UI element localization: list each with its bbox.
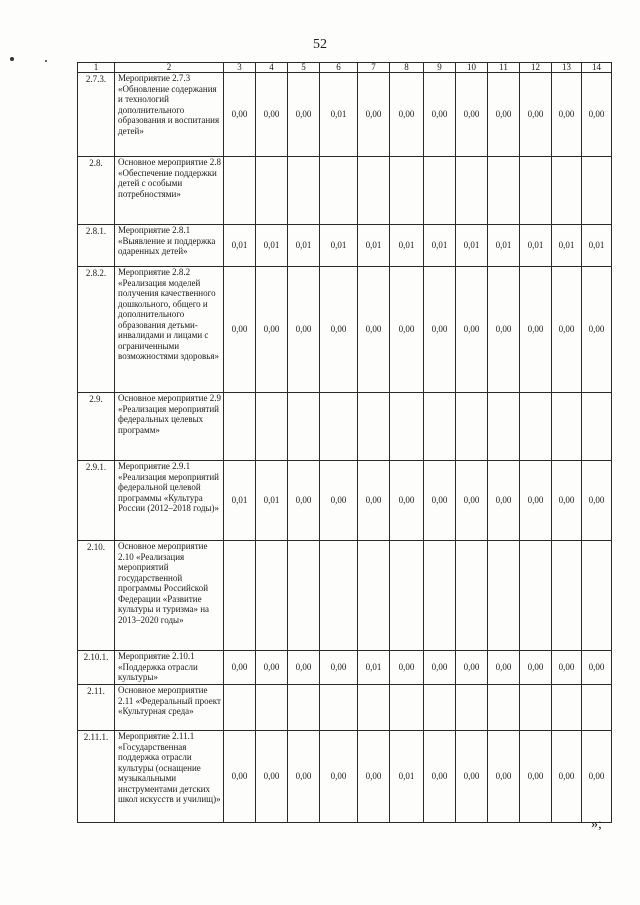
value-cell xyxy=(288,393,320,461)
value-cell xyxy=(552,685,582,731)
value-cell xyxy=(520,157,552,225)
header-cell: 2 xyxy=(115,63,224,73)
value-cell xyxy=(582,157,612,225)
row-number-cell: 2.10. xyxy=(78,541,115,651)
value-cell xyxy=(256,157,288,225)
row-number-cell: 2.8.1. xyxy=(78,225,115,267)
value-cell: 0,00 xyxy=(424,73,456,157)
value-cell: 0,01 xyxy=(358,225,390,267)
value-cell: 0,00 xyxy=(320,651,358,685)
row-number-cell: 2.9. xyxy=(78,393,115,461)
row-name-cell: Основное мероприятие 2.8 «Обеспечение поддержки детей с особыми потребностями» xyxy=(115,157,224,225)
value-cell xyxy=(224,393,256,461)
closing-mark: »; xyxy=(591,817,602,832)
table-row xyxy=(78,541,612,651)
value-cell: 0,00 xyxy=(256,267,288,393)
value-cell: 0,00 xyxy=(552,651,582,685)
value-cell xyxy=(224,157,256,225)
value-cell xyxy=(582,541,612,651)
header-cell: 5 xyxy=(288,63,320,73)
row-name-cell: Основное мероприятие 2.9 «Реализация мероприятий федеральных целевых программ» xyxy=(115,393,224,461)
value-cell: 0,00 xyxy=(424,461,456,541)
header-cell: 12 xyxy=(520,63,552,73)
value-cell: 0,00 xyxy=(552,461,582,541)
value-cell xyxy=(488,157,520,225)
row-number-cell: 2.11. xyxy=(78,685,115,731)
value-cell: 0,00 xyxy=(488,731,520,823)
header-cell: 1 xyxy=(78,63,115,73)
header-cell: 8 xyxy=(390,63,424,73)
row-name-cell: Мероприятие 2.10.1 «Поддержка отрасли культуры» xyxy=(115,651,224,685)
value-cell xyxy=(456,157,488,225)
value-cell: 0,01 xyxy=(488,225,520,267)
value-cell: 0,00 xyxy=(320,267,358,393)
table-row xyxy=(78,685,612,731)
value-cell: 0,00 xyxy=(552,267,582,393)
table-row xyxy=(78,731,612,823)
value-cell: 0,00 xyxy=(224,267,256,393)
header-cell: 3 xyxy=(224,63,256,73)
value-cell: 0,00 xyxy=(288,73,320,157)
header-cell: 7 xyxy=(358,63,390,73)
row-name-cell: Основное мероприятие 2.11 «Федеральный проект «Культурная среда» xyxy=(115,685,224,731)
value-cell xyxy=(288,157,320,225)
value-cell xyxy=(358,157,390,225)
value-cell: 0,00 xyxy=(520,731,552,823)
value-cell: 0,00 xyxy=(488,267,520,393)
row-number-cell: 2.11.1. xyxy=(78,731,115,823)
value-cell xyxy=(424,685,456,731)
value-cell: 0,01 xyxy=(224,461,256,541)
value-cell: 0,00 xyxy=(520,73,552,157)
value-cell: 0,00 xyxy=(456,461,488,541)
value-cell xyxy=(390,541,424,651)
table-row xyxy=(78,73,612,157)
value-cell: 0,01 xyxy=(582,225,612,267)
value-cell xyxy=(552,157,582,225)
header-cell: 9 xyxy=(424,63,456,73)
value-cell xyxy=(358,685,390,731)
table-row xyxy=(78,393,612,461)
header-cell: 14 xyxy=(582,63,612,73)
value-cell xyxy=(552,393,582,461)
value-cell: 0,00 xyxy=(424,731,456,823)
data-table xyxy=(77,62,612,823)
row-number-cell: 2.7.3. xyxy=(78,73,115,157)
value-cell: 0,00 xyxy=(456,73,488,157)
value-cell: 0,00 xyxy=(582,73,612,157)
row-number-cell: 2.10.1. xyxy=(78,651,115,685)
table-row xyxy=(78,157,612,225)
value-cell: 0,00 xyxy=(456,651,488,685)
value-cell: 0,01 xyxy=(390,225,424,267)
value-cell: 0,00 xyxy=(358,461,390,541)
row-number-cell: 2.9.1. xyxy=(78,461,115,541)
row-name-cell: Мероприятие 2.8.1 «Выявление и поддержка одаренных детей» xyxy=(115,225,224,267)
header-cell: 13 xyxy=(552,63,582,73)
header-cell: 6 xyxy=(320,63,358,73)
header-row xyxy=(78,63,612,73)
value-cell: 0,00 xyxy=(390,651,424,685)
value-cell: 0,01 xyxy=(456,225,488,267)
value-cell xyxy=(320,157,358,225)
value-cell: 0,00 xyxy=(288,651,320,685)
value-cell xyxy=(424,157,456,225)
value-cell xyxy=(488,685,520,731)
value-cell: 0,00 xyxy=(552,73,582,157)
table-row xyxy=(78,225,612,267)
value-cell xyxy=(520,393,552,461)
value-cell: 0,00 xyxy=(256,651,288,685)
table-row xyxy=(78,267,612,393)
value-cell xyxy=(488,541,520,651)
value-cell: 0,00 xyxy=(224,651,256,685)
value-cell: 0,00 xyxy=(390,73,424,157)
value-cell xyxy=(320,393,358,461)
value-cell: 0,00 xyxy=(320,731,358,823)
value-cell: 0,01 xyxy=(256,461,288,541)
value-cell: 0,00 xyxy=(582,651,612,685)
value-cell: 0,00 xyxy=(224,731,256,823)
value-cell xyxy=(488,393,520,461)
value-cell: 0,01 xyxy=(256,225,288,267)
value-cell: 0,00 xyxy=(358,731,390,823)
value-cell xyxy=(288,541,320,651)
value-cell: 0,01 xyxy=(552,225,582,267)
value-cell xyxy=(256,541,288,651)
value-cell: 0,01 xyxy=(320,225,358,267)
row-number-cell: 2.8. xyxy=(78,157,115,225)
scan-speck xyxy=(10,57,14,61)
value-cell: 0,01 xyxy=(224,225,256,267)
value-cell: 0,01 xyxy=(520,225,552,267)
header-cell: 11 xyxy=(488,63,520,73)
value-cell xyxy=(582,393,612,461)
value-cell xyxy=(582,685,612,731)
value-cell xyxy=(520,541,552,651)
value-cell xyxy=(456,541,488,651)
value-cell: 0,00 xyxy=(288,731,320,823)
value-cell xyxy=(358,541,390,651)
value-cell: 0,01 xyxy=(424,225,456,267)
value-cell: 0,00 xyxy=(520,651,552,685)
row-number-cell: 2.8.2. xyxy=(78,267,115,393)
page-number: 52 xyxy=(313,37,327,52)
value-cell xyxy=(456,393,488,461)
value-cell: 0,00 xyxy=(288,461,320,541)
value-cell xyxy=(320,541,358,651)
value-cell xyxy=(358,393,390,461)
value-cell: 0,00 xyxy=(358,267,390,393)
value-cell: 0,00 xyxy=(456,731,488,823)
value-cell: 0,00 xyxy=(390,267,424,393)
value-cell: 0,00 xyxy=(582,461,612,541)
value-cell xyxy=(256,393,288,461)
value-cell xyxy=(390,685,424,731)
value-cell xyxy=(390,393,424,461)
value-cell xyxy=(224,685,256,731)
value-cell: 0,00 xyxy=(224,73,256,157)
row-name-cell: Мероприятие 2.9.1 «Реализация мероприятий федеральной целевой программы «Культура России (2012–2018 годы)» xyxy=(115,461,224,541)
value-cell: 0,01 xyxy=(390,731,424,823)
value-cell: 0,00 xyxy=(520,267,552,393)
value-cell: 0,00 xyxy=(358,73,390,157)
value-cell: 0,00 xyxy=(488,73,520,157)
value-cell: 0,00 xyxy=(488,461,520,541)
value-cell xyxy=(424,393,456,461)
value-cell xyxy=(320,685,358,731)
row-name-cell: Мероприятие 2.11.1 «Государственная поддержка отрасли культуры (оснащение музыкальными инструментами детских школ искусств и училищ)» xyxy=(115,731,224,823)
value-cell xyxy=(456,685,488,731)
value-cell: 0,00 xyxy=(582,731,612,823)
value-cell: 0,00 xyxy=(256,731,288,823)
value-cell xyxy=(224,541,256,651)
row-name-cell: Мероприятие 2.8.2 «Реализация моделей получения качественного дошкольного, общего и дополнительного образования детьми-инвалидами и лицами с ограниченными возможностями здоровья» xyxy=(115,267,224,393)
scan-speck xyxy=(45,60,47,62)
value-cell: 0,00 xyxy=(424,651,456,685)
value-cell: 0,00 xyxy=(582,267,612,393)
value-cell xyxy=(288,685,320,731)
value-cell xyxy=(390,157,424,225)
value-cell: 0,00 xyxy=(424,267,456,393)
value-cell: 0,00 xyxy=(256,73,288,157)
header-cell: 10 xyxy=(456,63,488,73)
value-cell xyxy=(552,541,582,651)
table-row xyxy=(78,461,612,541)
value-cell xyxy=(520,685,552,731)
row-name-cell: Мероприятие 2.7.3 «Обновление содержания и технологий дополнительного образования и воспитания детей» xyxy=(115,73,224,157)
table-row xyxy=(78,651,612,685)
value-cell: 0,00 xyxy=(552,731,582,823)
value-cell: 0,00 xyxy=(288,267,320,393)
value-cell: 0,01 xyxy=(288,225,320,267)
row-name-cell: Основное мероприятие 2.10 «Реализация мероприятий государственной программы Российской Федерации «Развитие культуры и туризма» на 2013–2020 годы» xyxy=(115,541,224,651)
value-cell xyxy=(256,685,288,731)
value-cell: 0,00 xyxy=(456,267,488,393)
value-cell: 0,00 xyxy=(390,461,424,541)
value-cell: 0,00 xyxy=(320,461,358,541)
value-cell: 0,01 xyxy=(320,73,358,157)
value-cell: 0,00 xyxy=(488,651,520,685)
header-cell: 4 xyxy=(256,63,288,73)
value-cell: 0,00 xyxy=(520,461,552,541)
value-cell xyxy=(424,541,456,651)
value-cell: 0,01 xyxy=(358,651,390,685)
